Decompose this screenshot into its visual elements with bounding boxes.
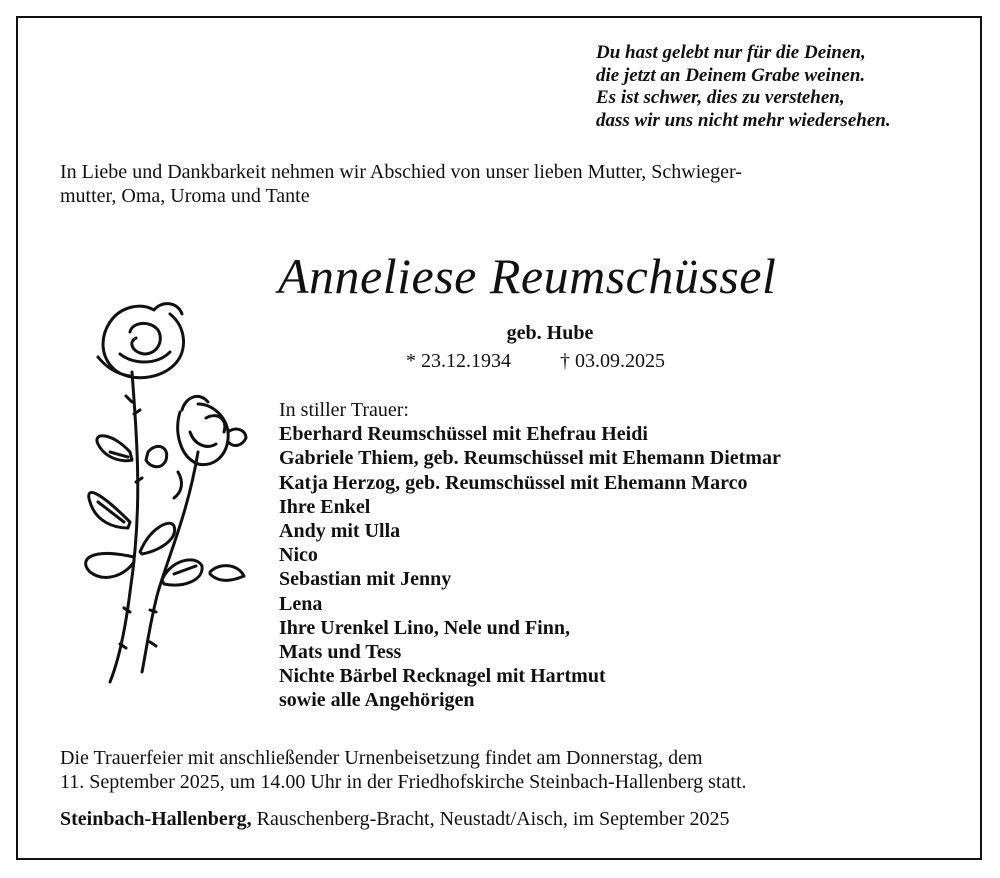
mourner-line: Lena bbox=[279, 592, 323, 615]
mourner-line: sowie alle Angehörigen bbox=[279, 689, 475, 712]
poem bbox=[596, 42, 891, 132]
poem-line: Du hast gelebt nur für die Deinen, bbox=[596, 42, 866, 63]
mourner-line: Katja Herzog, geb. Reumschüssel mit Ehemann Marco bbox=[279, 471, 748, 494]
poem-line: die jetzt an Deinem Grabe weinen. bbox=[596, 64, 866, 86]
closing-line bbox=[60, 808, 730, 831]
service-line: Die Trauerfeier mit anschließender Urnenbeisetzung findet am Donnerstag, dem bbox=[60, 747, 703, 769]
service-info bbox=[60, 746, 747, 794]
mourner-line: Eberhard Reumschüssel mit Ehefrau Heidi bbox=[279, 423, 648, 446]
service-line: 11. September 2025, um 14.00 Uhr in der Friedhofskirche Steinbach-Hallenberg statt. bbox=[60, 771, 747, 793]
mourner-line: Gabriele Thiem, geb. Reumschüssel mit Ehemann Dietmar bbox=[279, 447, 781, 470]
rose-illustration bbox=[70, 292, 260, 692]
mourner-line: Andy mit Ulla bbox=[279, 520, 401, 543]
closing-place: Steinbach-Hallenberg, bbox=[60, 808, 252, 830]
mourner-line: Ihre Enkel bbox=[279, 495, 371, 518]
mourner-line: Nichte Bärbel Recknagel mit Hartmut bbox=[279, 665, 606, 688]
life-dates bbox=[406, 350, 665, 373]
mourner-line: Nico bbox=[279, 544, 318, 567]
poem-line: dass wir uns nicht mehr wiedersehen. bbox=[596, 109, 891, 131]
mourners-list bbox=[279, 398, 781, 713]
maiden-name: geb. Hube bbox=[506, 322, 594, 344]
mourner-line: Mats und Tess bbox=[279, 641, 402, 664]
poem-line: Es ist schwer, dies zu verstehen, bbox=[596, 87, 845, 108]
mourner-line: Sebastian mit Jenny bbox=[279, 568, 452, 591]
closing-rest: Rauschenberg-Bracht, Neustadt/Aisch, im September 2025 bbox=[251, 808, 730, 830]
intro-text bbox=[60, 160, 940, 208]
mourners-heading: In stiller Trauer: bbox=[279, 399, 409, 421]
intro-line: mutter, Oma, Uroma und Tante bbox=[60, 185, 310, 207]
mourner-line: Ihre Urenkel Lino, Nele und Finn, bbox=[279, 616, 570, 639]
deceased-name: Anneliese Reumschüssel bbox=[278, 248, 777, 304]
birth-date: * 23.12.1934 bbox=[406, 350, 511, 372]
death-date: † 03.09.2025 bbox=[560, 350, 665, 372]
intro-line: In Liebe und Dankbarkeit nehmen wir Abschied von unser lieben Mutter, Schwieger- bbox=[60, 161, 742, 183]
